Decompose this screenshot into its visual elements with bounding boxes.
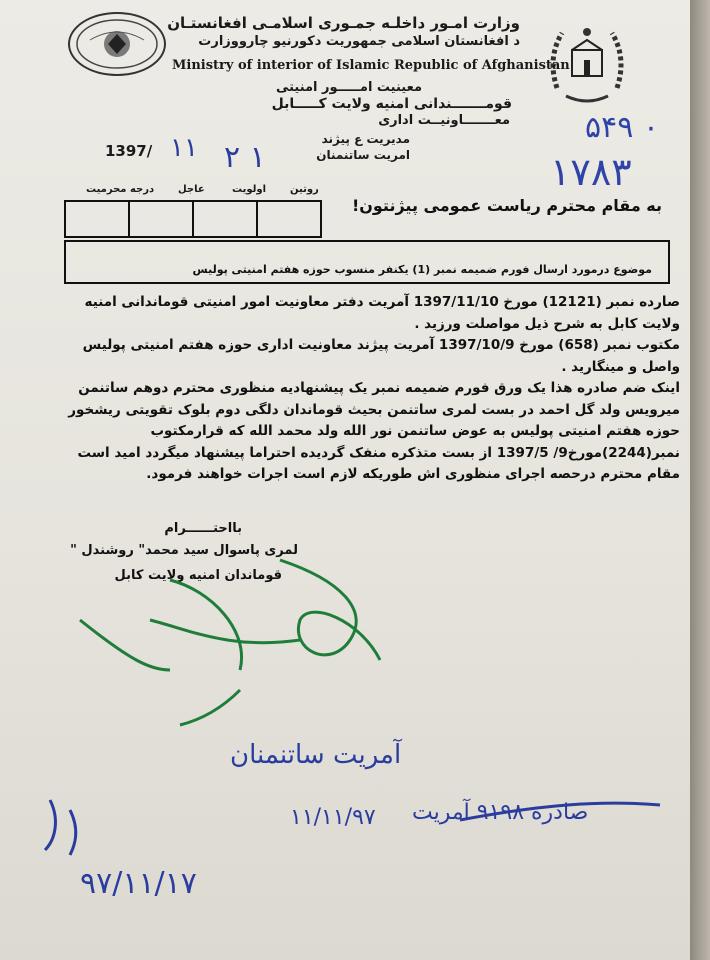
letter-body	[60, 292, 680, 486]
priority-box-routine	[256, 202, 320, 236]
addressee-line: به مقام محترم ریاست عمومی پیژنتون!	[351, 196, 662, 215]
administrative-deputy: معـــــــاونیــت اداری	[378, 113, 510, 128]
priority-box-priority	[192, 202, 256, 236]
handwritten-day: ۱۱	[170, 133, 198, 163]
reference-number-bottom: ۱۷۸۳	[550, 150, 632, 194]
priority-box-urgent	[128, 202, 192, 236]
priority-box-confidentiality	[66, 202, 128, 236]
closing-salutation: بااحتــــــرام	[164, 521, 242, 536]
priority-label-confidentiality: درجه محرمیت	[86, 184, 155, 195]
priority-boxes	[64, 200, 322, 238]
body-paragraph-3: اینک ضم صادره هذا یک ورق فورم ضمیمه نمبر یک پیشنهادیه منظوری محترم دوهم ساتنمن میرویس ولد گل احمد در بست لمری ساتنمن بحیث قوماندان دلگی دوم بلوک تقویتی ریشخور حوزه هفتم امنیتی پولیس به عوض ساتنمن نور الله ولد محمد الله که قرارمکتوب نمبر(2244)مورخ9/ 1397/5 از بست متذکره منفک گردیده احتراما پیشنهاد میگردد امید است مقام محترم درحصه اجرای منظوری اش طوریکه لازم است اجرات خواهند فرمود.	[68, 380, 680, 482]
subject-line: موضوع درمورد ارسال فورم ضمیمه نمبر (1) یکنفر منسوب حوزه هفتم امنیتی پولیس	[192, 263, 652, 276]
provincial-command: قومـــــــندانی امنیه ولایت کـــــابل	[271, 96, 512, 112]
department-line-2: امریت ساتنمنان	[316, 148, 410, 162]
handwritten-final-date: ۹۷/۱۱/۱۷	[80, 866, 197, 901]
handwritten-month: ۲ ۱	[224, 140, 266, 175]
subject-box	[64, 240, 670, 284]
handwritten-note-department: آمریت ساتنمنان	[230, 740, 402, 770]
signatory-title: قوماندان امنیه ولایت کابل	[114, 568, 282, 583]
reference-number-top: ۵۴۹ ۰	[585, 110, 659, 145]
priority-label-urgent: عاجل	[178, 184, 205, 195]
priority-label-routine: روتین	[290, 184, 319, 195]
priority-label-priority: اولویت	[232, 184, 267, 195]
ministry-seal-left	[68, 12, 166, 76]
page-edge-shadow	[690, 0, 710, 960]
ministry-name-english: Ministry of interior of Islamic Republic of Afghanistan	[172, 58, 570, 73]
signatory-name: لمری پاسوال سید محمد" روشندل "	[70, 543, 298, 558]
ministry-name-pashto: د افغانستان اسلامی جمهوریت دکورنیو چارووزارت	[198, 34, 520, 49]
department-line-1: مدیریت ع پیژند	[321, 132, 410, 146]
ministry-name-dari: وزارت امـور داخلـه جمـوری اسلامـی افغانستـان	[167, 14, 520, 32]
deputy-ministry: معینیت امـــــور امنیتی	[275, 80, 422, 95]
body-paragraph-1: صارده نمبر (12121) مورخ 1397/11/10 آمریت دفتر معاونیت امور امنیتی قوماندانی امنیه ولایت کابل به شرح ذیل مواصلت ورزید .	[84, 294, 680, 332]
printed-year: 1397/	[105, 142, 153, 160]
handwritten-note-reference: صادره ۹۱۹۸ آمریت	[412, 800, 589, 825]
handwritten-note-date: ۱۱/۱۱/۹۷	[290, 805, 376, 830]
body-paragraph-2: مکتوب نمبر (658) مورخ 1397/10/9 آمریت پیژند معاونیت اداری حوزه هفتم امنیتی پولیس واصل و مینگارید .	[82, 337, 680, 375]
